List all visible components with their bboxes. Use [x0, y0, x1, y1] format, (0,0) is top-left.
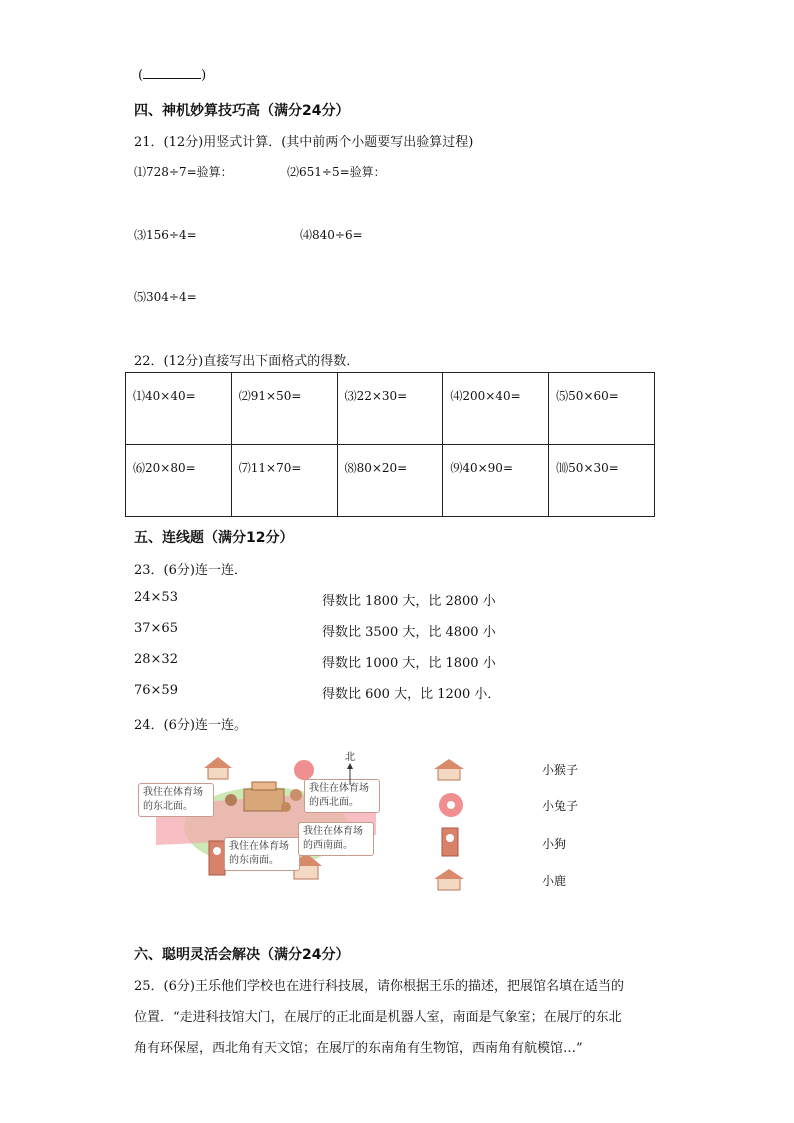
bubble-southeast: 我住在体育场的东南面。 — [224, 837, 300, 871]
question-22-text: 22．(12分)直接写出下面格式的得数． — [134, 354, 360, 369]
bubble-northeast: 我住在体育场的东北面。 — [138, 783, 214, 817]
question-23-text: 23．(6分)连一连． — [134, 563, 247, 578]
north-label: 北 — [345, 752, 355, 763]
table-row — [126, 445, 655, 517]
match-left-1: 24×53 — [134, 590, 178, 605]
q21-item-1: ⑴728÷7=验算： — [134, 165, 233, 179]
match-left-3: 28×32 — [134, 652, 178, 667]
match-right-3: 得数比 1000 大，比 1800 小 — [322, 656, 496, 671]
q21-item-5: ⑸304÷4= — [134, 290, 197, 304]
question-25-line-2: 位置．“走进科技馆大门，在展厅的正北面是机器人室，南面是气象室；在展厅的东北 — [134, 1010, 622, 1025]
match-right-1: 得数比 1800 大，比 2800 小 — [322, 594, 496, 609]
tree-house-icon — [438, 826, 462, 862]
table-cell: ⑽50×30= — [549, 445, 655, 517]
house-icon-2 — [432, 868, 466, 896]
question-24-text: 24．(6分)连一连。 — [134, 718, 247, 733]
table-cell: ⑺11×70= — [231, 445, 337, 517]
match-left-2: 37×65 — [134, 621, 178, 636]
table-cell: ⑴40×40= — [126, 373, 232, 445]
north-arrow — [340, 748, 360, 788]
table-cell: ⑷200×40= — [443, 373, 549, 445]
answer-blank: ( ) — [138, 68, 207, 83]
table-cell: ⑶22×30= — [337, 373, 443, 445]
table-cell: ⑼40×90= — [443, 445, 549, 517]
house-icon-1 — [432, 758, 466, 786]
bubble-northwest: 我住在体育场的西北面。 — [304, 779, 380, 813]
table-cell: ⑸50×60= — [549, 373, 655, 445]
mental-math-table — [125, 372, 655, 517]
table-cell: ⑻80×20= — [337, 445, 443, 517]
question-25-line-3: 角有环保屋，西北角有天文馆；在展厅的东南角有生物馆，西南角有航模馆…” — [134, 1041, 583, 1056]
match-right-4: 得数比 600 大，比 1200 小． — [322, 687, 501, 702]
animal-dog: 小狗 — [542, 837, 567, 851]
table-cell: ⑵91×50= — [231, 373, 337, 445]
q21-item-3: ⑶156÷4= — [134, 228, 197, 242]
animal-rabbit: 小兔子 — [542, 799, 579, 813]
section-5-heading: 五、连线题（满分12分） — [134, 530, 294, 546]
bubble-southwest: 我住在体育场的西南面。 — [298, 822, 374, 856]
match-left-4: 76×59 — [134, 683, 178, 698]
table-cell: ⑹20×80= — [126, 445, 232, 517]
peach-house-icon — [436, 790, 466, 822]
q21-item-4: ⑷840÷6= — [300, 228, 363, 242]
table-row — [126, 373, 655, 445]
animal-monkey: 小猴子 — [542, 763, 579, 777]
match-right-2: 得数比 3500 大，比 4800 小 — [322, 625, 496, 640]
question-25-line-1: 25．(6分)王乐他们学校也在进行科技展，请你根据王乐的描述，把展馆名填在适当的 — [134, 979, 624, 994]
question-21-text: 21．(12分)用竖式计算．(其中前两个小题要写出验算过程) — [134, 135, 474, 150]
section-6-heading: 六、聪明灵活会解决（满分24分） — [134, 947, 350, 963]
q21-item-2: ⑵651÷5=验算： — [287, 165, 386, 179]
arrow-up-icon — [340, 763, 360, 787]
animal-deer: 小鹿 — [542, 874, 567, 888]
section-4-heading: 四、神机妙算技巧高（满分24分） — [134, 103, 350, 119]
